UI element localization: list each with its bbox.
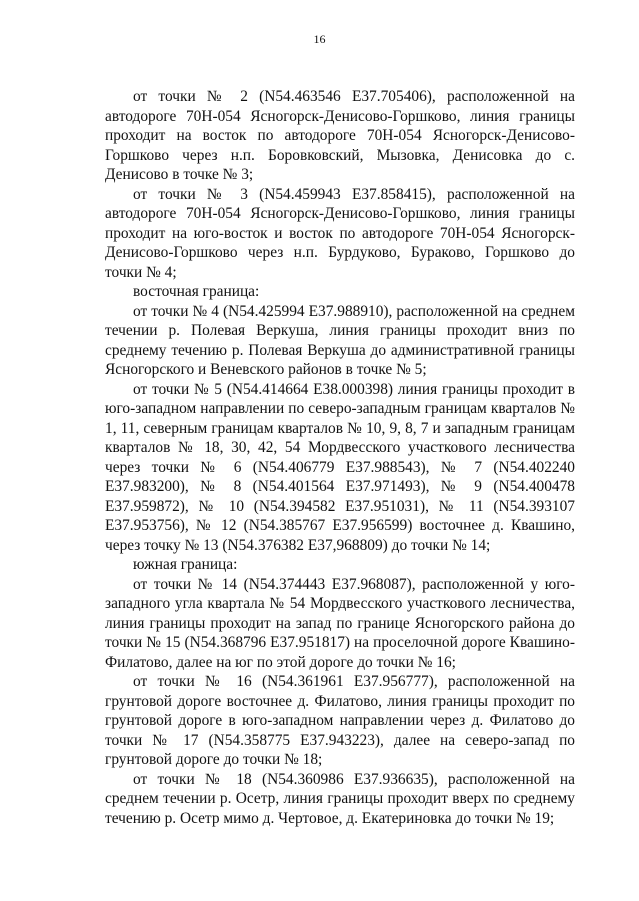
heading-southern-border: южная граница: [133, 556, 238, 573]
paragraph-point-3: от точки № 3 (N54.459943 E37.858415), расположенной на автодороге 70Н-054 Ясногорск-Денисово-Горшково, линия границы проходит на юго-восток и восток по автодороге 70Н-054 Ясногорск-Денисово-Горшково через н.п. Бурдуково, Бураково, Горшково до точки № 4; [105, 185, 575, 281]
paragraph-point-2: от точки № 2 (N54.463546 E37.705406), расположенной на автодороге 70Н-054 Ясногорск-Денисово-Горшково, линия границы проходит на восток по автодороге 70Н-054 Ясногорск-Денисово-Горшково через н.п. Боровковский, Мызовка, Денисовка до с. Денисово в точке № 3; [105, 88, 575, 183]
paragraph-point-18: от точки № 18 (N54.360986 E37.936635), расположенной на среднем течении р. Осетр, линия границы проходит вверх по среднему течению р. Осетр мимо д. Чертовое, д. Екатериновка до точки № 19; [105, 770, 575, 827]
heading-eastern-border: восточная граница: [133, 283, 260, 300]
paragraph-point-4: от точки № 4 (N54.425994 E37.988910), расположенной на среднем течении р. Полевая Веркуша, линия границы проходит вниз по среднему течению р. Полевая Веркуша до административной границы Ясногорского и Веневского районов в точке № 5; [105, 302, 575, 378]
document-body [105, 87, 575, 828]
page-number: 16 [313, 32, 326, 46]
paragraph-point-16: от точки № 16 (N54.361961 E37.956777), расположенной на грунтовой дороге восточнее д. Филатово, линия границы проходит по грунтовой дороге в юго-западном направлении через д. Филатово до точки № 17 (N54.358775 E37.943223), далее на северо-запад по грунтовой дороге до точки № 18; [105, 673, 575, 768]
paragraph-point-14: от точки № 14 (N54.374443 E37.968087), расположенной у юго-западного угла квартала № 54 Мордвесского участкового лесничества, линия границы проходит на запад по границе Ясногорского района до точки № 15 (N54.368796 E37.951817) на проселочной дороге Квашино-Филатово, далее на юг по этой дороге до точки № 16; [105, 575, 575, 671]
paragraph-point-5: от точки № 5 (N54.414664 E38.000398) линия границы проходит в юго-западном направлении по северо-западным границам кварталов № 1, 11, северным границам кварталов № 10, 9, 8, 7 и западным границам кварталов № 18, 30, 42, 54 Мордвесского участкового лесничества через точки № 6 (N54.406779 E37.988543), № 7 (N54.402240 E37.983200), № 8 (N54.401564 E37.971493), № 9 (N54.400478 E37.959872), № 10 (N54.394582 E37.951031), № 11 (N54.393107 E37.953756), № 12 (N54.385767 E37.956599) восточнее д. Квашино, через точку № 13 (N54.376382 E37,968809) до точки № 14; [105, 380, 575, 554]
